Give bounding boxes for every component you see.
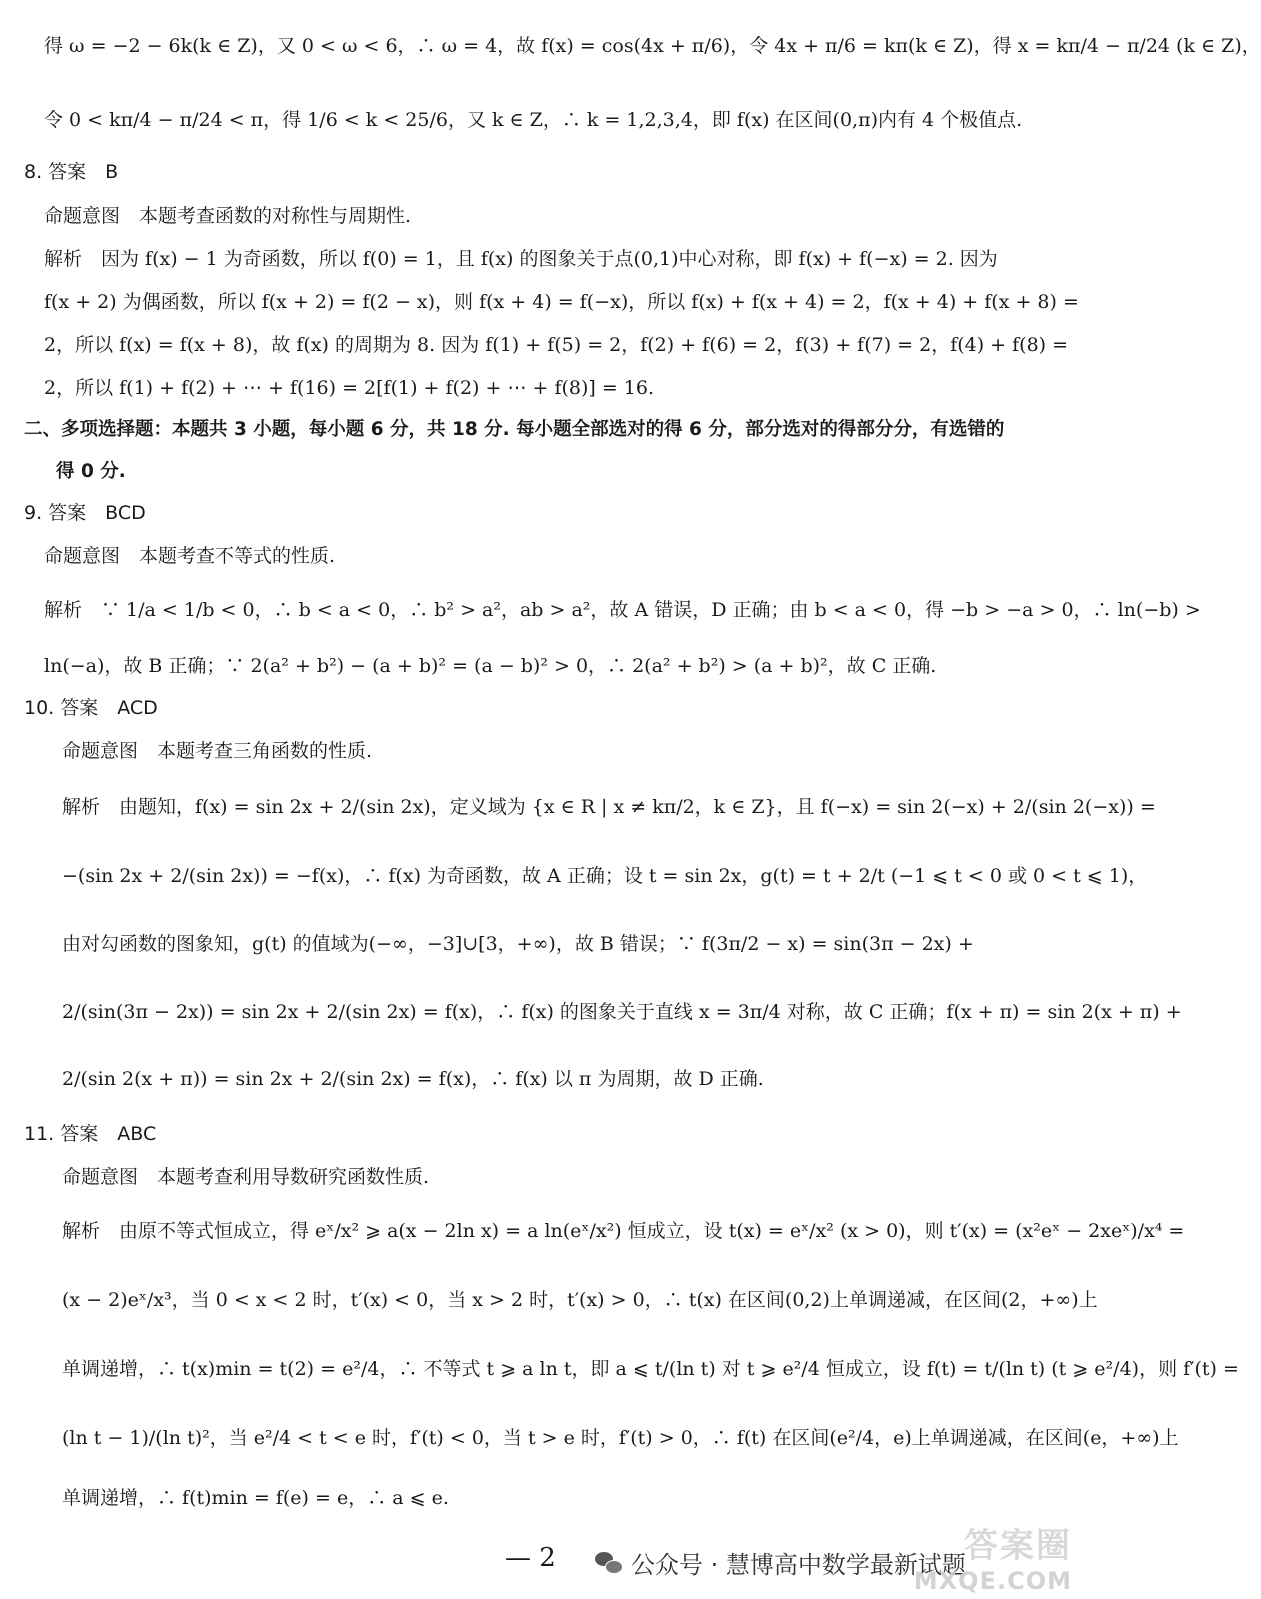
text-line: (x − 2)eˣ/x³，当 0 < x < 2 时，t′(x) < 0，当 x > 2 时，t′(x) > 0，∴ t(x) 在区间(0,2)上单调递减，在区间(2，+∞)上 — [62, 1289, 1098, 1311]
section-heading: 二、多项选择题：本题共 3 小题，每小题 6 分，共 18 分. 每小题全部选对的得 6 分，部分选对的得部分分，有选错的 — [24, 419, 1005, 440]
text-line: 单调递增，∴ f(t)min = f(e) = e，∴ a ⩽ e. — [62, 1487, 449, 1509]
intent-9: 命题意图 本题考查不等式的性质. — [44, 545, 336, 567]
text-line: 2，所以 f(x) = f(x + 8)，故 f(x) 的周期为 8. 因为 f(1) + f(5) = 2，f(2) + f(6) = 2，f(3) + f(7) = 2，f(4) + f(8) = — [44, 334, 1069, 356]
text-line: 解析 由原不等式恒成立，得 eˣ/x² ⩾ a(x − 2ln x) = a ln(eˣ/x²) 恒成立，设 t(x) = eˣ/x² (x > 0)，则 t′(x) = (x²eˣ − 2xeˣ)/x⁴ = — [62, 1220, 1185, 1242]
answer-heading-11: 11. 答案 ABC — [24, 1123, 157, 1145]
text-line: 单调递增，∴ t(x)min = t(2) = e²/4，∴ 不等式 t ⩾ a ln t，即 a ⩽ t/(ln t) 对 t ⩾ e²/4 恒成立，设 f(t) = t/(ln t) (t ⩾ e²/4)，则 f′(t) = — [62, 1358, 1239, 1380]
text-line: 2/(sin(3π − 2x)) = sin 2x + 2/(sin 2x) = f(x)，∴ f(x) 的图象关于直线 x = 3π/4 对称，故 C 正确；f(x + π) = sin 2(x + π) + — [62, 1001, 1182, 1023]
text-line: f(x + 2) 为偶函数，所以 f(x + 2) = f(2 − x)，则 f(x + 4) = f(−x)，所以 f(x) + f(x + 4) = 2，f(x + 4) + f(x + 8) = — [44, 291, 1079, 313]
intent-8: 命题意图 本题考查函数的对称性与周期性. — [44, 205, 412, 227]
text-line: 2，所以 f(1) + f(2) + ⋯ + f(16) = 2[f(1) + f(2) + ⋯ + f(8)] = 16. — [44, 377, 655, 399]
intent-10: 命题意图 本题考查三角函数的性质. — [62, 740, 373, 762]
wechat-text: 公众号 · 慧博高中数学最新试题 — [631, 1551, 966, 1579]
wechat-icon — [595, 1552, 623, 1574]
answer-heading-8: 8. 答案 B — [24, 161, 119, 183]
text-line: 解析 ∵ 1/a < 1/b < 0，∴ b < a < 0，∴ b² > a²，ab > a²，故 A 错误，D 正确；由 b < a < 0，得 −b > −a > 0，∴ ln(−b) > — [44, 599, 1201, 621]
watermark-cn: 答案圈 — [964, 1526, 1072, 1566]
text-line: −(sin 2x + 2/(sin 2x)) = −f(x)，∴ f(x) 为奇函数，故 A 正确；设 t = sin 2x，g(t) = t + 2/t (−1 ⩽ t < 0 或 0 < t ⩽ 1)， — [62, 865, 1148, 887]
page-number: — 2 — [505, 1543, 556, 1573]
watermark — [914, 1518, 1072, 1595]
text-line: 解析 因为 f(x) − 1 为奇函数，所以 f(0) = 1，且 f(x) 的图象关于点(0,1)中心对称，即 f(x) + f(−x) = 2. 因为 — [44, 248, 998, 270]
intent-11: 命题意图 本题考查利用导数研究函数性质. — [62, 1166, 430, 1188]
text-line: 由对勾函数的图象知，g(t) 的值域为(−∞，−3]∪[3，+∞)，故 B 错误；∵ f(3π/2 − x) = sin(3π − 2x) + — [62, 933, 974, 955]
wechat-credit — [595, 1545, 966, 1580]
section-heading-cont: 得 0 分. — [56, 461, 126, 482]
text-line: (ln t − 1)/(ln t)²，当 e²/4 < t < e 时，f′(t) < 0，当 t > e 时，f′(t) > 0，∴ f(t) 在区间(e²/4，e)上单调递减，在区间(e，+∞)上 — [62, 1427, 1179, 1449]
answer-heading-9: 9. 答案 BCD — [24, 502, 146, 524]
text-line: 2/(sin 2(x + π)) = sin 2x + 2/(sin 2x) = f(x)，∴ f(x) 以 π 为周期，故 D 正确. — [62, 1068, 764, 1090]
text-line: 得 ω = −2 − 6k(k ∈ Z)，又 0 < ω < 6，∴ ω = 4，故 f(x) = cos(4x + π/6)，令 4x + π/6 = kπ(k ∈ Z)，得 x = kπ/4 − π/24 (k ∈ Z)， — [44, 35, 1261, 57]
text-line: 解析 由题知，f(x) = sin 2x + 2/(sin 2x)，定义域为 {x ∈ R | x ≠ kπ/2，k ∈ Z}，且 f(−x) = sin 2(−x) + 2/(sin 2(−x)) = — [62, 796, 1156, 818]
watermark-en: MXQE.COM — [913, 1567, 1072, 1595]
footer — [0, 1526, 1080, 1599]
text-line: ln(−a)，故 B 正确；∵ 2(a² + b²) − (a + b)² = (a − b)² > 0，∴ 2(a² + b²) > (a + b)²，故 C 正确. — [44, 655, 937, 677]
text-line: 令 0 < kπ/4 − π/24 < π，得 1/6 < k < 25/6，又 k ∈ Z，∴ k = 1,2,3,4，即 f(x) 在区间(0,π)内有 4 个极值点. — [44, 109, 1023, 131]
answer-heading-10: 10. 答案 ACD — [24, 697, 158, 719]
